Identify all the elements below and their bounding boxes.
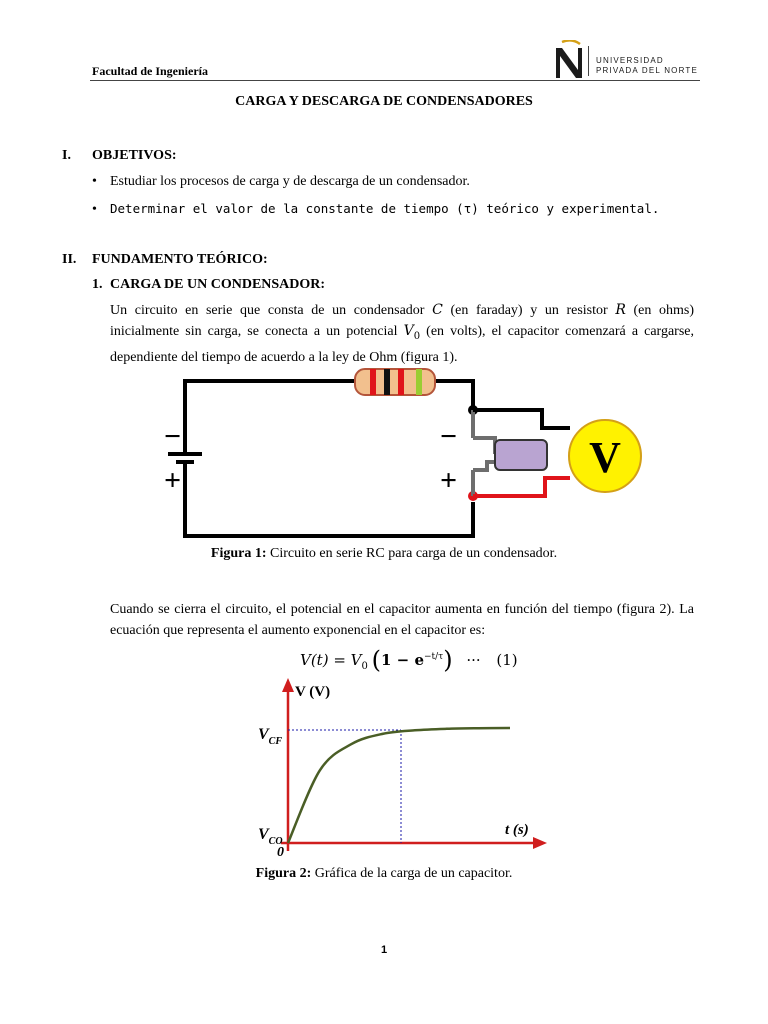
y-axis-label: V (V) [295,684,331,700]
eq-number: (1) [496,651,518,669]
equation-1 [300,646,518,674]
caption-text: Gráfica de la carga de un capacitor. [311,866,513,881]
logo-wordmark [596,56,698,76]
para-text: (en ohms) inicialmente sin carga, se conecta a un potencial [110,303,694,339]
eq-lhs: V(t) = V [300,651,362,669]
x-axis-arrow-icon [533,837,547,849]
page-number: 1 [380,944,388,956]
header-rule [90,80,700,81]
symbol-v0-sub: 0 [413,330,421,342]
figure1-caption [0,546,768,562]
vcf-label: $V_{CF}$ [258,726,283,747]
capacitor-icon [495,440,547,470]
document-title: CARGA Y DESCARGA DE CONDENSADORES [235,94,533,109]
eq-dots: ··· [466,651,481,669]
n-emblem-icon [556,40,589,78]
paragraph-intro [110,300,694,368]
eq-paren-close: ) [443,646,453,674]
para-text: (en volts), el capacitor comenzará a cargarse, dependiente del tiempo de acuerdo a la ley de Ohm (figura 1). [110,324,694,365]
eq-paren-open: ( [371,646,382,674]
eq-sub: 0 [361,661,368,672]
logo-line2: PRIVADA DEL NORTE [596,66,699,75]
x-axis-label: t (s) [505,822,529,838]
para-text: Un circuito en serie que consta de un condensador [110,303,433,318]
objective-item [92,174,470,190]
figure2-caption [0,866,768,882]
figure2-chart [255,676,555,861]
figure1-circuit [150,362,650,542]
resistor-icon [355,369,435,395]
objective-text: Estudiar los procesos de carga y de descarga de un condensador. [110,174,470,189]
objective-text: Determinar el valor de la constante de tiempo (τ) teórico y experimental. [110,201,660,216]
eq-body: 1 − e [381,651,425,669]
symbol-v0: V [403,323,414,339]
wire-top-left [185,381,355,440]
subsection-title: CARGA DE UN CONDENSADOR: [110,277,326,292]
section-heading: OBJETIVOS: [92,148,177,163]
battery-plus-sign: + [164,464,182,497]
faculty-label: Facultad de Ingeniería [92,64,208,78]
caption-label: Figura 2: [255,866,312,881]
capacitor-minus-sign: − [440,420,458,453]
bullet-icon: • [92,202,97,217]
section-number: II. [62,252,77,267]
logo-line1: UNIVERSIDAD [596,56,664,65]
subsection-heading [92,277,325,293]
para-text: (en faraday) y un resistor [442,303,616,318]
eq-exponent: −t/τ [424,652,444,662]
bullet-icon: • [92,174,97,189]
y-axis-arrow-icon [282,678,294,692]
caption-text: Circuito en serie RC para carga de un condensador. [266,546,558,561]
section-theory-heading [62,252,268,268]
subsection-number: 1. [92,277,103,292]
objective-item [92,201,659,218]
voltmeter-label: V [589,433,621,482]
charging-curve [288,728,510,843]
origin-label: 0 [277,845,284,860]
caption-label: Figura 1: [210,546,267,561]
wire-bottom [185,474,473,536]
section-heading: FUNDAMENTO TEÓRICO: [92,252,268,267]
battery-minus-sign: − [164,420,182,453]
symbol-c: C [432,302,443,318]
section-number: I. [62,148,71,163]
capacitor-plus-sign: + [440,464,458,497]
symbol-r: R [615,302,626,318]
wire-top-right [435,381,473,410]
vco-label: $V_{CO}$ [258,826,283,847]
section-objectives-heading [62,148,177,164]
paragraph-charging: Cuando se cierra el circuito, el potencial en el capacitor aumenta en función del tiempo (figura 2). La ecuación que representa el aumento exponencial en el capacitor es: [110,602,694,638]
